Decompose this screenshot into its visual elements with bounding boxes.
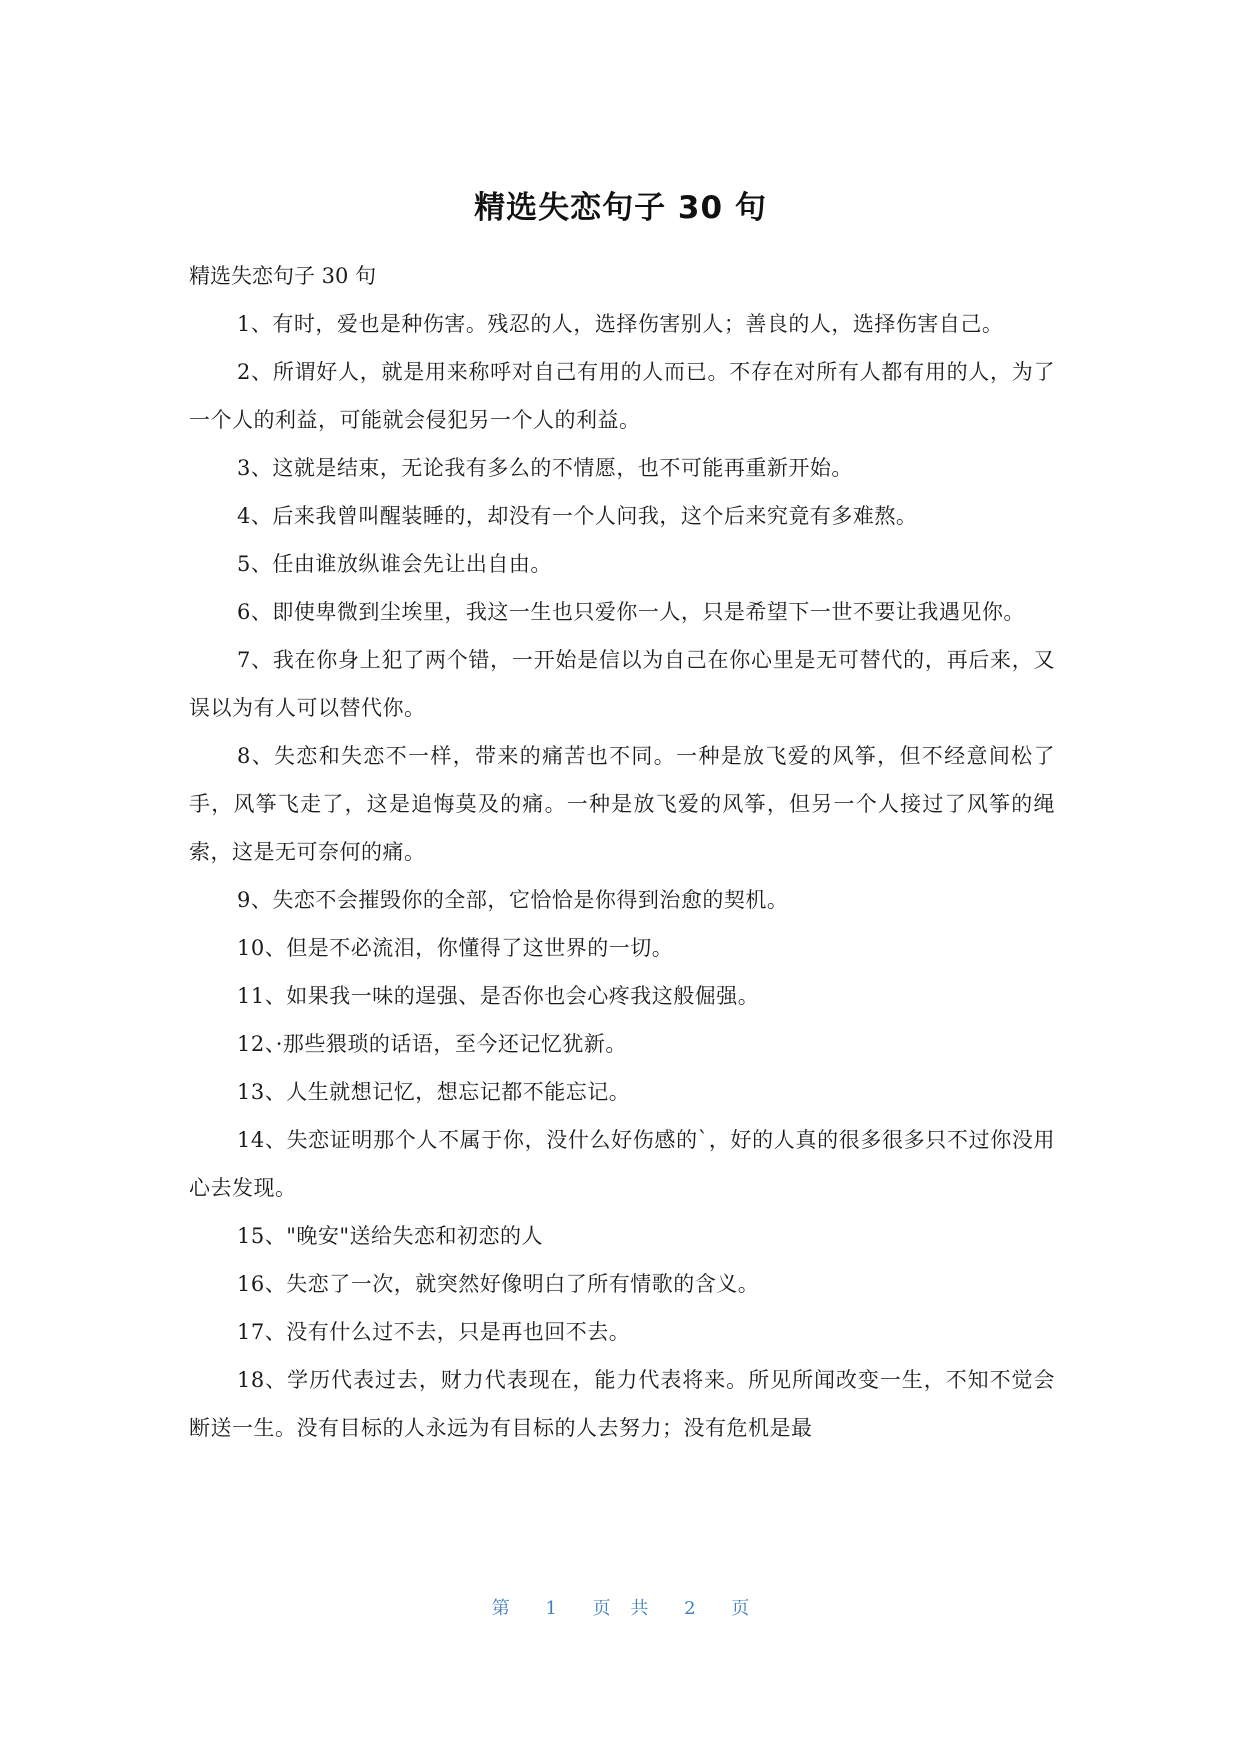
paragraph-item: 2、所谓好人，就是用来称呼对自己有用的人而已。不存在对所有人都有用的人，为了一个人的利益，可能就会侵犯另一个人的利益。 bbox=[189, 360, 1055, 432]
page-footer bbox=[0, 1594, 1241, 1624]
page-title: 精选失恋句子 30 句 bbox=[474, 190, 767, 226]
paragraph-item: 1、有时，爱也是种伤害。残忍的人，选择伤害别人；善良的人，选择伤害自己。 bbox=[237, 312, 1004, 336]
paragraph-item: 3、这就是结束，无论我有多么的不情愿，也不可能再重新开始。 bbox=[237, 456, 853, 480]
paragraph-item: 17、没有什么过不去，只是再也回不去。 bbox=[237, 1320, 631, 1344]
page-label-prefix: 第 bbox=[491, 1598, 510, 1619]
paragraph-item: 8、失恋和失恋不一样，带来的痛苦也不同。一种是放飞爱的风筝，但不经意间松了手，风筝飞走了，这是追悔莫及的痛。一种是放飞爱的风筝，但另一个人接过了风筝的绳索，这是无可奈何的痛。 bbox=[189, 744, 1055, 864]
current-page-number: 1 bbox=[545, 1598, 557, 1619]
document-subtitle: 精选失恋句子 30 句 bbox=[189, 264, 377, 288]
total-pages-number: 2 bbox=[684, 1598, 696, 1619]
paragraph-item: 12、·那些猥琐的话语，至今还记忆犹新。 bbox=[237, 1032, 627, 1056]
paragraph-item: 9、失恋不会摧毁你的全部，它恰恰是你得到治愈的契机。 bbox=[237, 888, 789, 912]
paragraph-item: 6、即使卑微到尘埃里，我这一生也只爱你一人，只是希望下一世不要让我遇见你。 bbox=[237, 600, 1025, 624]
page-label-mid: 页 共 bbox=[592, 1598, 649, 1619]
paragraph-item: 14、失恋证明那个人不属于你，没什么好伤感的`，好的人真的很多很多只不过你没用心去发现。 bbox=[189, 1128, 1055, 1200]
paragraph-item: 15、"晚安"送给失恋和初恋的人 bbox=[237, 1224, 544, 1248]
paragraph-item: 11、如果我一味的逞强、是否你也会心疼我这般倔强。 bbox=[237, 984, 760, 1008]
paragraph-item: 4、后来我曾叫醒装睡的，却没有一个人问我，这个后来究竟有多难熬。 bbox=[237, 504, 918, 528]
paragraph-item: 13、人生就想记忆，想忘记都不能忘记。 bbox=[237, 1080, 631, 1104]
page-label-suffix: 页 bbox=[731, 1598, 750, 1619]
paragraph-item: 18、学历代表过去，财力代表现在，能力代表将来。所见所闻改变一生，不知不觉会断送一生。没有目标的人永远为有目标的人去努力；没有危机是最 bbox=[189, 1368, 1055, 1440]
paragraph-item: 10、但是不必流泪，你懂得了这世界的一切。 bbox=[237, 936, 674, 960]
paragraph-item: 7、我在你身上犯了两个错，一开始是信以为自己在你心里是无可替代的，再后来，又误以为有人可以替代你。 bbox=[189, 648, 1055, 720]
paragraph-item: 5、任由谁放纵谁会先让出自由。 bbox=[237, 552, 552, 576]
paragraph-item: 16、失恋了一次，就突然好像明白了所有情歌的含义。 bbox=[237, 1272, 760, 1296]
document-body bbox=[189, 252, 1055, 1452]
